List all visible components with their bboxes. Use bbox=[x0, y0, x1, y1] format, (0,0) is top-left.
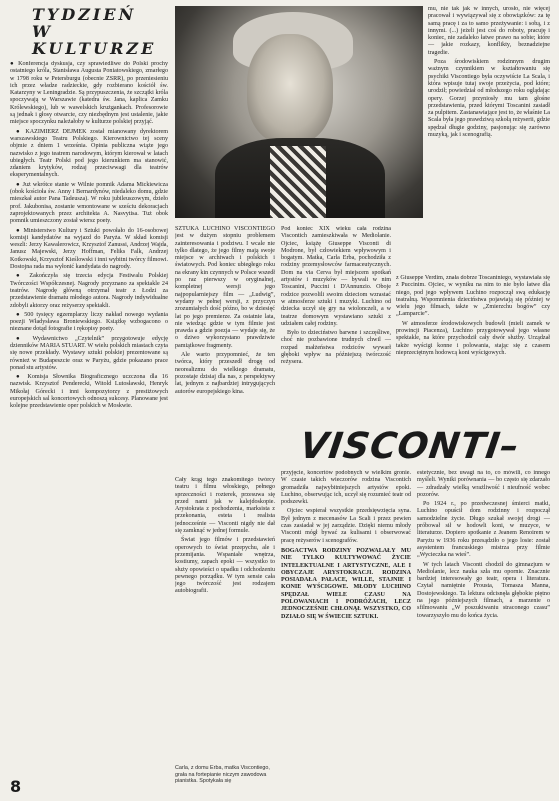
article-paragraph: Świat jego filmów i przedstawień operowych to świat przepychu, ale i przemijania. Wspaniałe wnętrza, kostiumy, zapach epoki — wszystko to służy opowieści o upadku i odchodzeniu pewnego porządku. W tym sensie cała jego twórczość jest rodzajem autobiografii. bbox=[175, 537, 275, 595]
section-title bbox=[32, 6, 168, 57]
page-number: 8 bbox=[10, 777, 22, 796]
news-item: ● Konferencja dyskusja, czy sprawiedliwe do Polski prochy ostatniego króla, Stanisława Augusta Poniatowskiego, zmarłego w 1798 roku w Petersburgu (obecnie ZSRR), po przeniesieniu ich przez władze radzieckie, gdy rozbierano kościół św. Katarzyny w Leningradzie. Są przypuszczenia, że szczątki króla spoczywają w Warszawie (katedra św. Jana, kaplica Zamku Królewskiego), lub w wawelskich krużgankach. Profesorowie są jednak i głosy otwarcie, czy niezbędnym jest ustalenie, jakie miejsce spoczynku należałoby w kulturze polskiej przyjąć. bbox=[10, 61, 168, 126]
article-paragraph: estetycznie, bez uwagi na to, co mówili, co innego myśleli. Wyniki porównania — bo często się zdarzało — zdradzały wielką wrażliwość i nieufność wobec pozorów. bbox=[417, 470, 550, 498]
article-column-5 bbox=[281, 470, 411, 790]
news-item: ● Komisja Słownika Biograficznego uczczona dla 16 nazwisk. Krzysztof Penderecki, Witold Lutosławski, Henryk Mikołaj Górecki i inni kompozytorzy z prestiżowych europejskich sal koncertowych odnoszą sukcesy. Planowane jest kolejne przedstawienie oper polskich w Moskwie. bbox=[10, 374, 168, 410]
photo-caption: Carla, z domu Erba, matka Viscontiego, grała na fortepianie niczym zawodowa pianistka. Spotykała się bbox=[175, 765, 270, 784]
news-column bbox=[10, 6, 168, 790]
article-paragraph: z Giuseppe Verdim, znała dobrze Toscaniniego, wystawiała się z Puccinim. Ojciec, w wyniku na nim to nie było łatwe dla niego, pod jego wpływem Luchino rozpoczął swą edukację teatralną. Wspomnienia dzieciństwa pojawiają się później w wielu jego filmach, także w „Zmierzchu bogów” czy „Lamparcie”. bbox=[396, 275, 550, 318]
section-title-line-1: TYDZIEŃ bbox=[32, 5, 137, 24]
photo-face bbox=[247, 34, 333, 144]
news-items bbox=[10, 61, 168, 801]
article-paragraph: Było to dzieciństwo barwne i szczęśliwe, choć nie pozbawione trudnych chwil — rozpad małżeństwa rodziców wywarł głęboki wpływ na późniejszą twórczość reżysera. bbox=[281, 330, 391, 366]
article-subhead-paragraph: BOGACTWA RODZINY POZWALAŁY MU NIE TYLKO KULTYWOWAĆ ŻYCIE INTELEKTUALNE I ARTYSTYCZNE, ALE I OBYCZAJE ARYSTOKRACJI. RODZINA POSIADAŁA PAŁACE, WILLE, STAJNIE I KONIE WYŚCIGOWE. MŁODY LUCHINO SPĘDZAŁ WIELE CZASU NA POLOWANIACH I PODRÓŻACH, LECZ JEDNOCZEŚNIE CHŁONĄŁ WSZYSTKO, CO DZIAŁO SIĘ W ŚWIECIE SZTUKI. bbox=[281, 547, 411, 620]
portrait-photo bbox=[175, 6, 423, 218]
article-column-right-top bbox=[428, 6, 550, 271]
article-paragraph: Cały krąg tego znakomitego twórcy teatru i filmu włoskiego, pełnego sprzeczności i rozterek, przesuwa się przed nami jak w kalejdoskopie. Arystokrata z pochodzenia, marksista z przekonania, esteta i realista jednocześnie — Visconti nigdy nie dał się zamknąć w jednej formule. bbox=[175, 477, 275, 535]
news-item: ● Zakończyła się trzecia edycja Festiwalu Polskiej Twórczości Współczesnej. Nagrody przyznano za spektakle 24 teatrów. Nagrodę główną otrzymał teatr z Łodzi za przedstawienie dramatu młodego autora. Nagrody indywidualne zdobyli aktorzy oraz reżyserzy spektakli. bbox=[10, 273, 168, 309]
article-column-1 bbox=[175, 226, 275, 473]
article-paragraph: Ale warto przypomnieć, że ten twórca, który przeszedł drogę od neorealizmu do wielkiego dramatu, pozostaje dzisiaj dla nas, z perspektywy lat, jednym z najbardziej intrygujących autorów europejskiego kina. bbox=[175, 352, 275, 395]
article-headline: VISCONTI– bbox=[297, 426, 523, 467]
article-paragraph: Po 1924 r., po przedwczesnej śmierci matki, Luchino opuścił dom rodzinny i rozpoczął samodzielne życie. Długo szukał swojej drogi — próbował sił w hodowli koni, w muzyce, w literaturze. Dopiero spotkanie z Jeanem Renoirem w Paryżu w 1936 roku przesądziło o jego losie: został asystentem francuskiego mistrza przy filmie „Wycieczka na wieś”. bbox=[417, 501, 550, 559]
news-item: ● 500 tysięcy egzemplarzy liczy nakład nowego wydania poezji Władysława Broniewskiego. Książkę wzbogacono o nieznane dotąd fotografie i rękopisy poety. bbox=[10, 311, 168, 333]
article-paragraph: mu, nie tak jak w innych, urosło, nie więcej pracował i wywiązywał się z obowiązków: za tę samą pracę i za to samo przeżywanie: i sobą, i z innymi. (...) jeżeli jest coś do roboty, pracuję i koniec, nie zadaleko łatwe prawo na sobie; które — jakie rozkazy, konflikty, beznadziejne tragedie. bbox=[428, 6, 550, 56]
article-paragraph: Poza środowiskiem rodzinnym drugim ważnym czynnikiem w kształtowaniu się psychiki Viscontiego była oczywiście La Scala, i która wpisuje tutaj swoje przeżycia, pod które; urodził; powiedział od młodszego roku oglądając opery. Gorzej przyniosły mu tam głośne przedstawienia, przed którymi Toscanini zasiadł za pulpitem. Zastanawiające jest to, że właśnie La Scala była jego prawdziwą szkołą reżyserii, gdzie spędzał długie godziny, pasjonując się zarówno muzyką, jak i scenografią. bbox=[428, 59, 550, 139]
article-column-6 bbox=[417, 470, 550, 790]
news-item: ● Ministerstwo Kultury i Sztuki powołało do 16-osobowej komisji kandydatów na wyjazd do Paryża. W skład komisji weszli: Jerzy Kawalerowicz, Krzysztof Zanussi, Andrzej Wajda, Janusz Majewski, Jerzy Hoffman, Feliks Falk, Andrzej Kotkowski, Krzysztof Kieślowski i inni wybitni twórcy filmowi. Dostojna rada ma wyłonić kandydata do nagrody. bbox=[10, 227, 168, 271]
article-column-3 bbox=[396, 275, 550, 425]
news-item: ● Już wkrótce stanie w Wilnie pomnik Adama Mickiewicza (obok kościoła św. Anny i Bernardynów, niedaleko domu, gdzie mieszkał autor Pana Tadeusza). W roku jubileuszowym, dzieło prof. Jakubonisa, zostanie wmontowane w sześciu dekoracjach zaprojektowanych przez architekta A. Nasvytisa. Tuż obok pomnik umieszczony został wiersz poety. bbox=[10, 181, 168, 225]
article-paragraph: Pod koniec XIX wieku cała rodzina Viscontich zamieszkiwała w Mediolanie. Ojciec, książę Giuseppe Visconti di Modrone, był człowiekiem wpływowym i bogatym. Matka, Carla Erba, pochodziła z rodziny przemysłowców farmaceutycznych. Dom na via Cerva był miejscem spotkań artystów i muzyków — bywali w nim Toscanini, Puccini i D'Annunzio. Oboje rodzice pozwolili swoim dzieciom wzrastać w atmosferze sztuki i muzyki. Luchino od dziecka uczył się gry na wiolonczeli, a w teatrze domowym wystawiano sztuki z udziałem całej rodziny. bbox=[281, 226, 391, 327]
article-paragraph: W atmosferze środowiskowych budowli (mieli zamek w prowincji Piacenza), Luchino przygotowywał jego własne spektakle, na które przychodził cały dwór służby. Urządzał także wyścigi konne i polowania, stając się z czasem nieprzeciętnym hodowcą koni wyścigowych. bbox=[396, 320, 550, 356]
photo-shirt bbox=[270, 146, 326, 218]
section-title-line-2: W KULTURZE bbox=[32, 22, 157, 58]
article-column-4 bbox=[175, 477, 275, 790]
news-item: ● Wydawnictwo „Czytelnik” przygotowuje edycję dzienników MARIA STUART. W wielu polskich miastach czyta się nowe przekłady. Wystawy sztuki polskiej prezentowane są również w Budapeszcie oraz w Paryżu, gdzie pokazano prace ponad stu artystów. bbox=[10, 335, 168, 371]
article-column-2 bbox=[281, 226, 391, 426]
article-paragraph: przyjęcie, koncertów podobnych w wielkim gronie. W czasie takich wieczorów rodzina Viscontich gromadziła najwybitniejszych artystów epoki. Luchino, obserwując ich, uczył się rozumieć teatr od podszewki. bbox=[281, 470, 411, 506]
news-item: ● KAZIMIERZ DEJMEK został mianowany dyrektorem warszawskiego Teatru Polskiego. Kierownictwo tej sceny objmie z dniem 1 września. Opinia publiczna wiąże jego nazwisko z jego teatrem narodowym, którym kierował w latach ubiegłych. Teatr Polski pod jego kierunkiem ma stanowić, zdaniem krytyków, rodzaj przeciwwagi dla teatrów eksperymentalnych. bbox=[10, 128, 168, 179]
article-paragraph: Ojciec wspierał wszystkie przedsięwzięcia syna. Był jednym z mecenasów La Scali i przez pewien czas zasiadał w jej zarządzie. Dzięki niemu młody Visconti mógł bywać za kulisami i obserwować pracę reżyserów i scenografów. bbox=[281, 508, 411, 544]
article-lead-paragraph: SZTUKA LUCHINO VISCONTIEGO jest w dużym stopniu problemem zainteresowania i podziwu. I wcale nie tylko dlatego, że jego filmy mają swoje miejsce w archiwach i polskich i światowych. Pod koniec ubiegłego roku na ekrany kin czynnych w Polsce wszedł po raz pierwszy w oryginalnej, kompletnej wersji jego najpopularniejszy film — „Ludwig”, wydany w pełnej wersji, z przyczyn zrozumiałych dość późno, bo w dziesięć lat po jego premierze. Za ostatnie lata, nie wiedząc gdzie w tym filmie jest prawda a gdzie poezja — wydaje się, że o dziwo wykorzystano prawdziwie pamiątkowe fragmenty. bbox=[175, 226, 275, 349]
article-paragraph: W tych latach Visconti chodził do gimnazjum w Mediolanie, lecz nauka szła mu opornie. Znacznie bardziej interesowały go teatr, opera i literatura. Czytał namiętnie Prousta, Tomasza Manna, Dostojewskiego. Ta lektura odcisnęła głębokie piętno na jego późniejszych filmach, a marzenie o sfilmowaniu „W poszukiwaniu straconego czasu” towarzyszyło mu do końca życia. bbox=[417, 561, 550, 619]
